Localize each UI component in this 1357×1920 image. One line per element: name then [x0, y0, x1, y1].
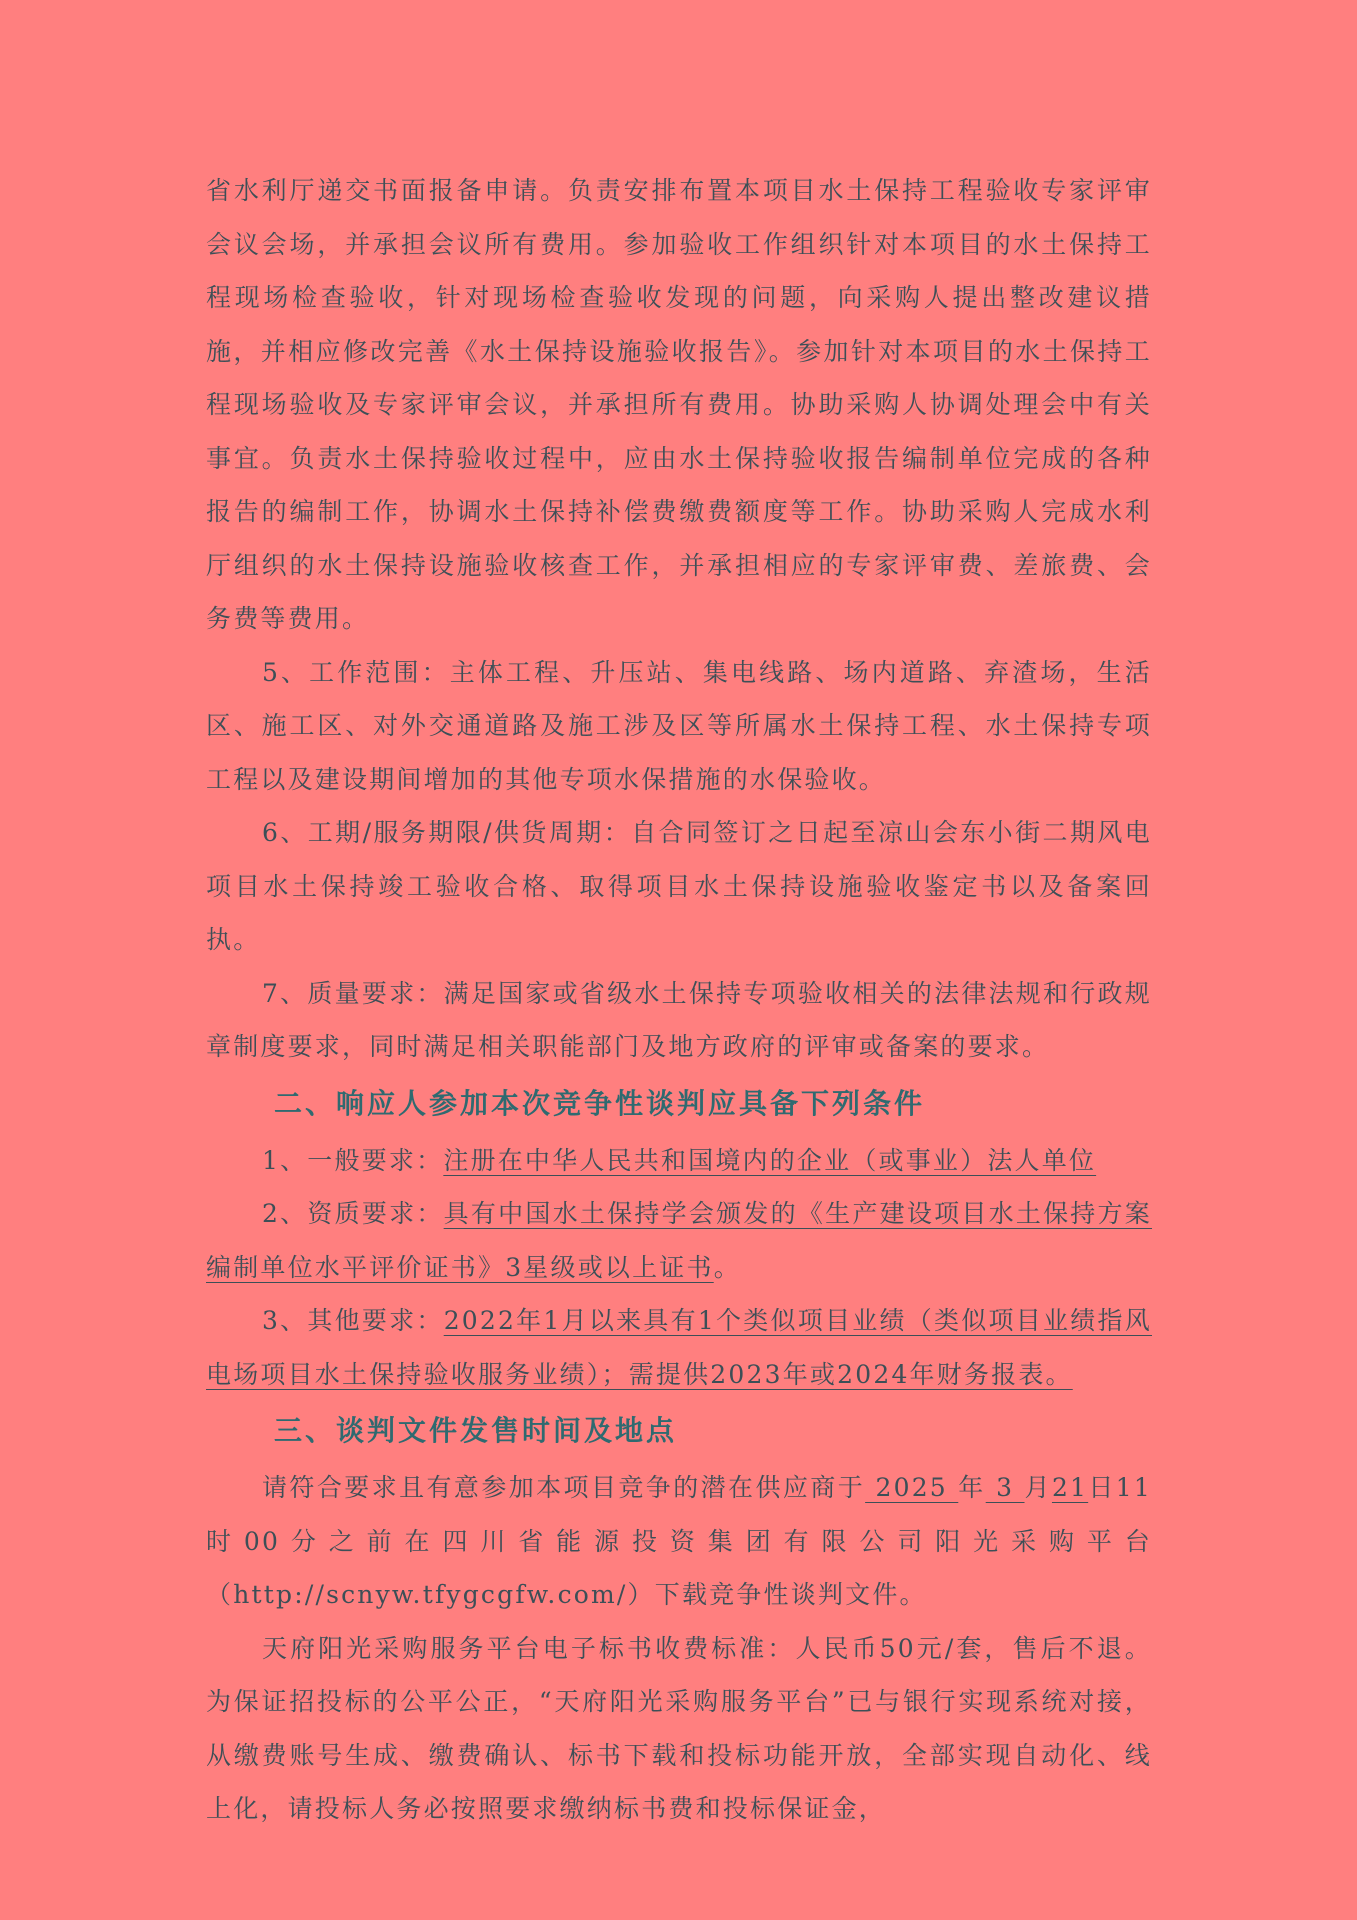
requirement-general [206, 1134, 1152, 1188]
requirement-qualification [206, 1187, 1152, 1294]
deadline-month: 3 [985, 1473, 1025, 1502]
paragraph-work-scope: 5、工作范围：主体工程、升压站、集电线路、场内道路、弃渣场，生活区、施工区、对外交通道路及施工涉及区等所属水土保持工程、水土保持专项工程以及建设期间增加的其他专项水保措施的水保验收。 [206, 657, 1152, 794]
download-deadline-lead: 请符合要求且有意参加本项目竞争的潜在供应商于 [262, 1473, 866, 1502]
requirement-general-label: 1、一般要求： [262, 1145, 444, 1175]
deadline-year: 2025 [865, 1473, 959, 1502]
section-heading-document-sale: 三、谈判文件发售时间及地点 [274, 1414, 678, 1447]
requirement-other [206, 1294, 1152, 1401]
paragraph-download-deadline [206, 1461, 1152, 1622]
requirement-qualification-text: 具有中国水土保持学会颁发的《生产建设项目水土保持方案编制单位水平评价证书》3星级或以上证书 [206, 1199, 1153, 1282]
requirement-other-label: 3、其他要求： [262, 1306, 444, 1335]
requirement-qualification-end: 。 [713, 1252, 741, 1282]
paragraph-quality-requirements: 7、质量要求：满足国家或省级水土保持专项验收相关的法律法规和行政规章制度要求，同时满足相关职能部门及地方政府的评审或备案的要求。 [206, 978, 1152, 1061]
download-deadline-rest: 日11时00分之前在四川省能源投资集团有限公司阳光采购平台（http://scnyw.tfygcgfw.com/）下载竞争性谈判文件。 [206, 1473, 1153, 1609]
requirement-general-text: 注册在中华人民共和国境内的企业（或事业）法人单位 [443, 1145, 1097, 1175]
deadline-year-unit: 年 [958, 1473, 986, 1502]
requirement-qualification-label: 2、资质要求： [262, 1199, 444, 1228]
paragraph-service-period: 6、工期/服务期限/供货周期：自合同签订之日起至凉山会东小街二期风电项目水土保持竣工验收合格、取得项目水土保持设施验收鉴定书以及备案回执。 [206, 818, 1152, 954]
deadline-month-unit: 月 [1024, 1473, 1052, 1502]
paragraph-fee-standard: 天府阳光采购服务平台电子标书收费标准：人民币50元/套，售后不退。为保证招投标的公平公正，“天府阳光采购服务平台”已与银行实现系统对接，从缴费账号生成、缴费确认、标书下载和投标功能开放，全部实现自动化、线上化，请投标人务必按照要求缴纳标书费和投标保证金， [206, 1633, 1152, 1823]
paragraph-acceptance-duties: 省水利厅递交书面报备申请。负责安排布置本项目水土保持工程验收专家评审会议会场，并承担会议所有费用。参加验收工作组织针对本项目的水土保持工程现场检查验收，针对现场检查验收发现的问题，向采购人提出整改建议措施，并相应修改完善《水土保持设施验收报告》。参加针对本项目的水土保持工程现场验收及专家评审会议，并承担所有费用。协助采购人协调处理会中有关事宜。负责水土保持验收过程中，应由水土保持验收报告编制单位完成的各种报告的编制工作，协调水土保持补偿费缴费额度等工作。协助采购人完成水利厅组织的水土保持设施验收核查工作，并承担相应的专家评审费、差旅费、会务费等费用。 [206, 176, 1152, 633]
requirement-other-text: 2022年1月以来具有1个类似项目业绩（类似项目业绩指风电场项目水土保持验收服务业绩）；需提供2023年或2024年财务报表。 [206, 1306, 1152, 1389]
document-body [206, 164, 1152, 1836]
section-heading-qualifications: 二、响应人参加本次竞争性谈判应具备下列条件 [274, 1086, 926, 1120]
deadline-day: 21 [1051, 1473, 1089, 1502]
